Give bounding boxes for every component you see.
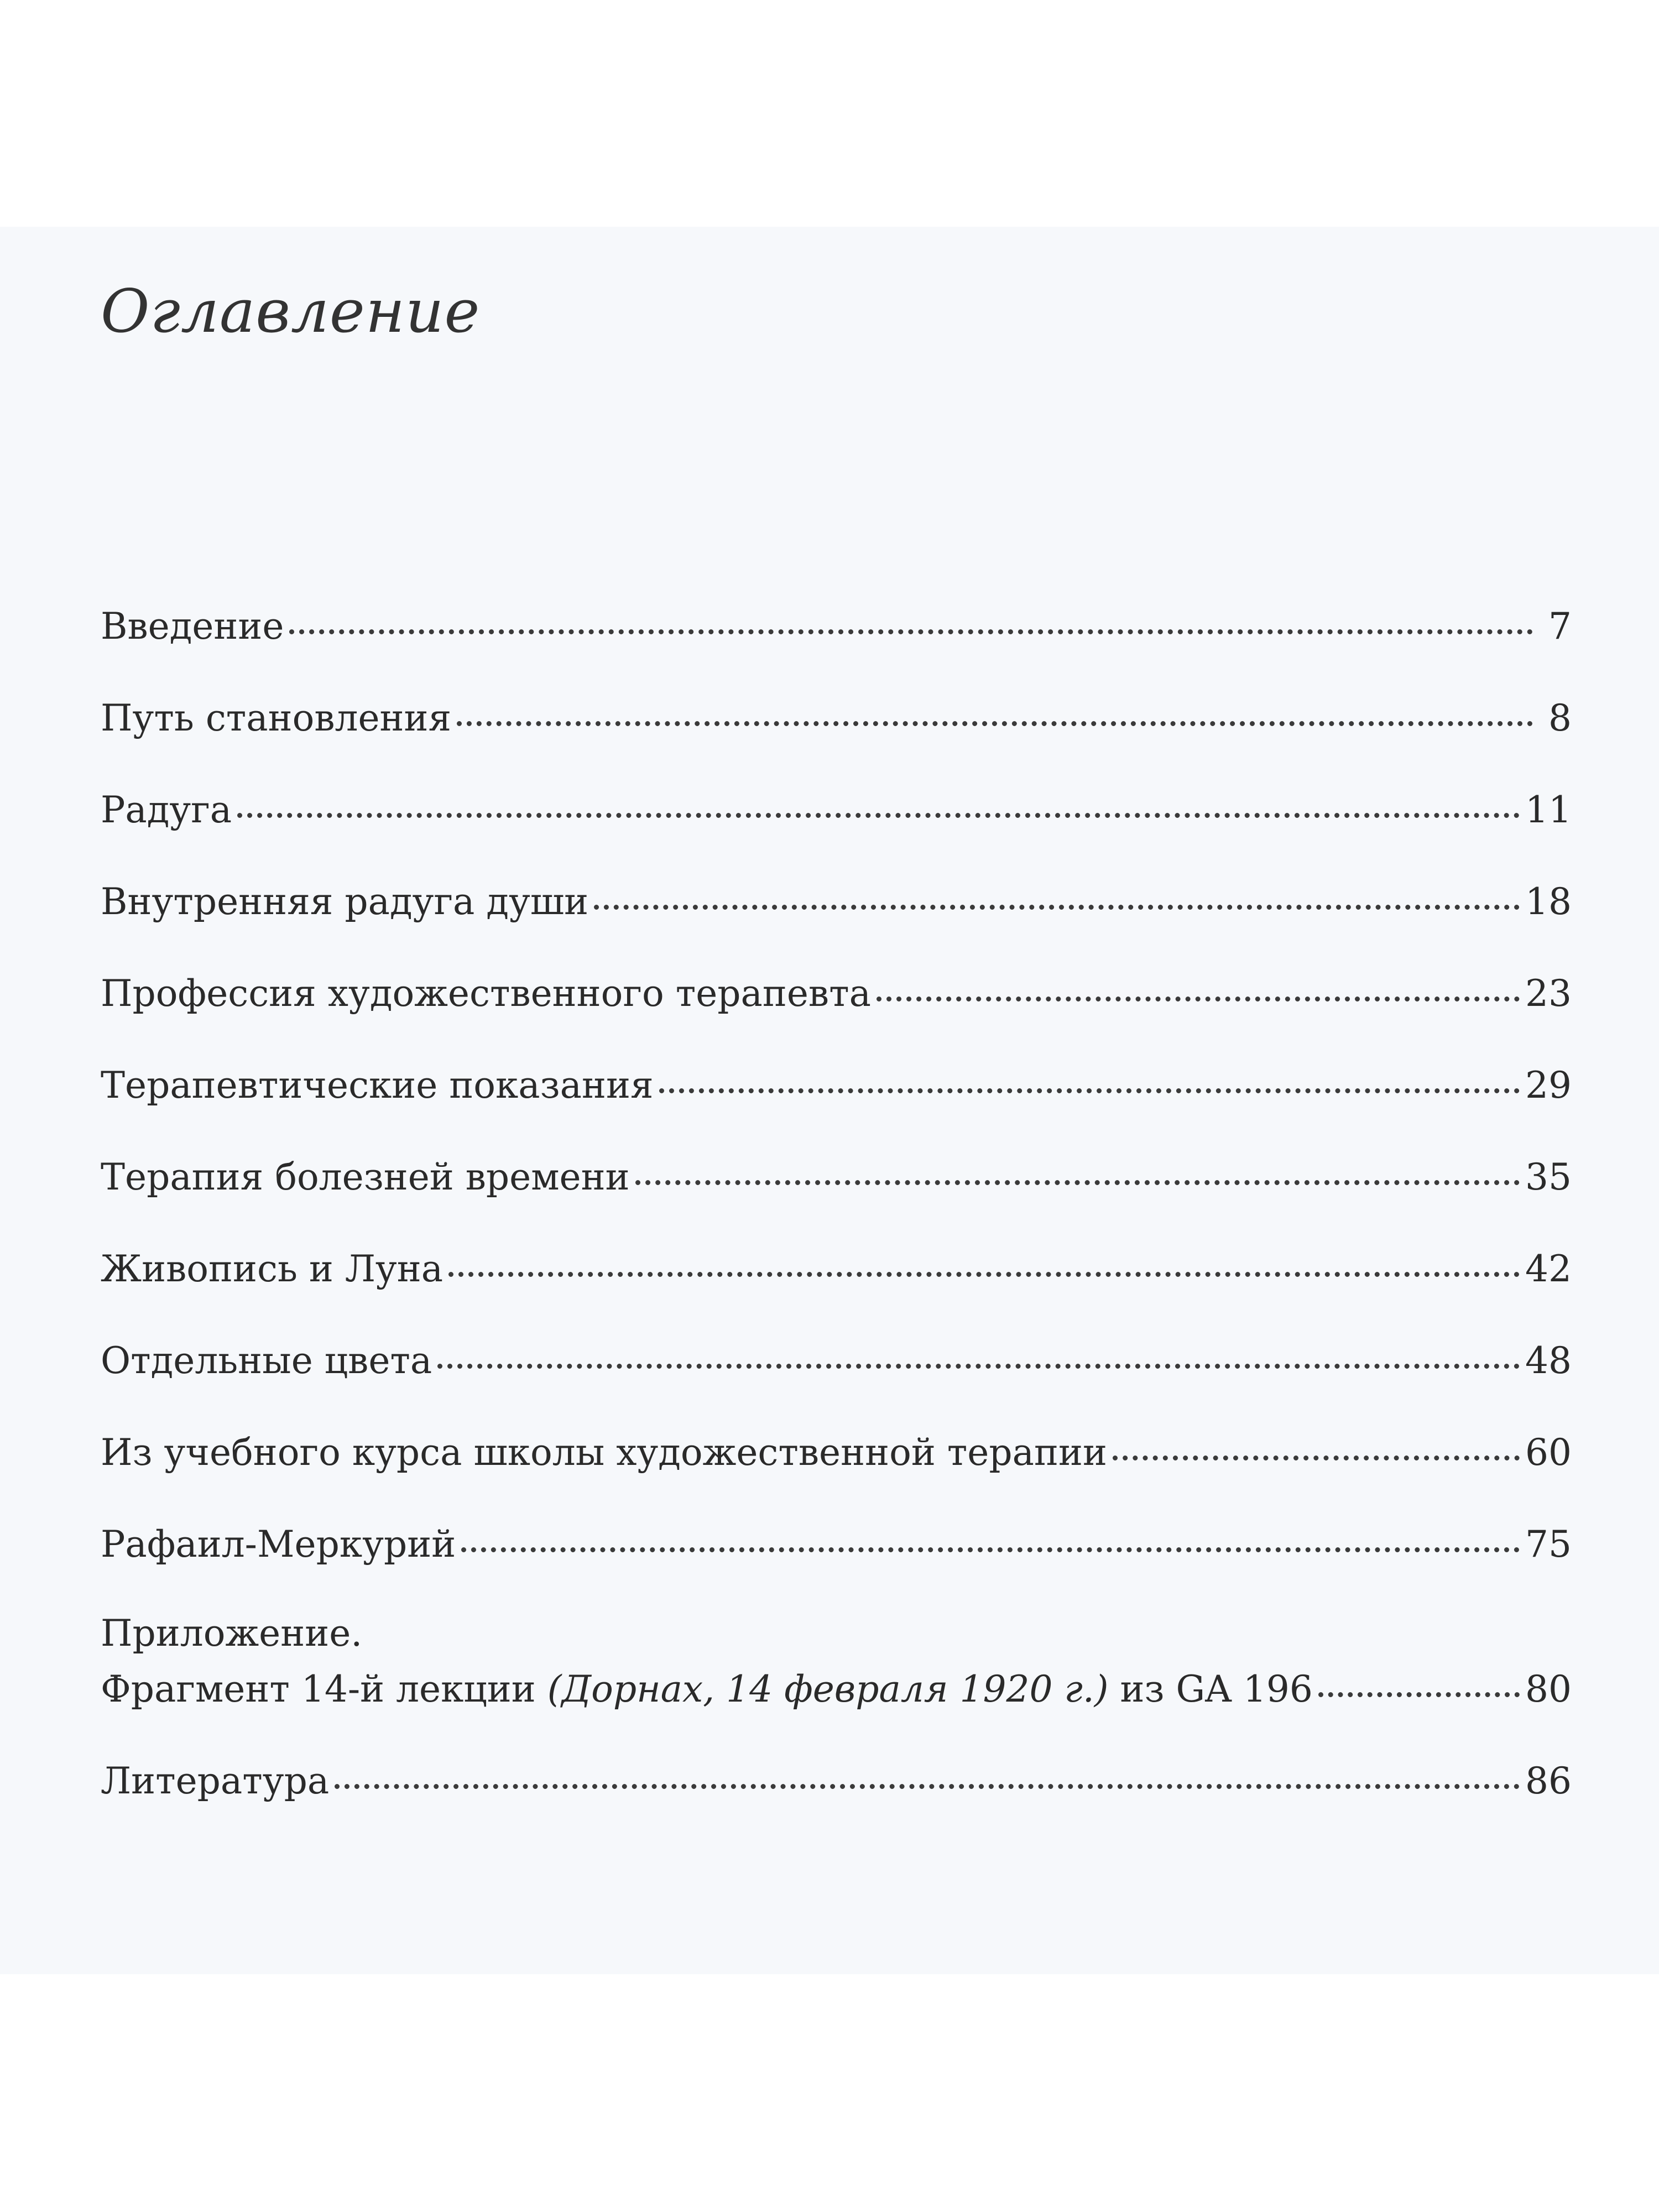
entry-page-number: 48 (1525, 1339, 1572, 1382)
appendix-label: Приложение. (101, 1612, 363, 1655)
toc-entry-literature[interactable] (101, 1752, 1572, 1805)
dot-leader (457, 685, 1533, 726)
appendix-title-line (101, 1660, 1572, 1713)
dot-leader (335, 1747, 1520, 1789)
entry-page-number: 60 (1525, 1431, 1572, 1474)
entry-page-number: 42 (1525, 1248, 1572, 1290)
appendix-title-start: Фрагмент 14-й лекции (101, 1668, 547, 1710)
entry-page-number: 11 (1525, 789, 1572, 831)
entry-page-number: 80 (1525, 1668, 1572, 1710)
entry-page-number: 35 (1525, 1156, 1572, 1198)
table-of-contents (101, 597, 1572, 1844)
entry-title: Радуга (101, 789, 232, 831)
entry-page-number: 7 (1548, 605, 1572, 648)
dot-leader (1318, 1656, 1520, 1697)
appendix-title-italic: (Дорнах, 14 февраля 1920 г.) (547, 1668, 1109, 1710)
entry-title: Литература (101, 1760, 330, 1802)
entry-title: Терапевтические показания (101, 1064, 654, 1107)
entry-page-number: 8 (1548, 697, 1572, 739)
entry-page-number: 23 (1525, 972, 1572, 1015)
dot-leader (437, 1327, 1520, 1369)
toc-entry-inner-rainbow[interactable] (101, 873, 1572, 926)
dot-leader (659, 1052, 1520, 1093)
toc-entry-colors[interactable] (101, 1332, 1572, 1385)
appendix-title (101, 1663, 1313, 1716)
toc-entry-rainbow[interactable] (101, 781, 1572, 834)
appendix-label-line (101, 1607, 1572, 1660)
entry-title: Путь становления (101, 697, 452, 739)
dot-leader (594, 868, 1520, 910)
dot-leader (635, 1144, 1520, 1185)
toc-entry-diseases[interactable] (101, 1148, 1572, 1201)
entry-title: Введение (101, 605, 284, 648)
page-title: Оглавление (101, 277, 481, 346)
entry-title: Из учебного курса школы художественной терапии (101, 1431, 1107, 1474)
entry-title: Профессия художественного терапевта (101, 972, 871, 1015)
entry-title: Рафаил-Меркурий (101, 1523, 456, 1566)
toc-entry-painting-moon[interactable] (101, 1240, 1572, 1293)
toc-entry-path[interactable] (101, 689, 1572, 742)
dot-leader (448, 1235, 1520, 1277)
toc-entry-course[interactable] (101, 1423, 1572, 1477)
dot-leader (289, 593, 1533, 634)
entry-title: Живопись и Луна (101, 1248, 444, 1290)
toc-entry-indications[interactable] (101, 1056, 1572, 1109)
toc-entry-appendix[interactable] (101, 1607, 1572, 1713)
entry-title: Отдельные цвета (101, 1339, 432, 1382)
toc-entry-introduction[interactable] (101, 597, 1572, 650)
entry-title: Внутренняя радуга души (101, 880, 589, 923)
entry-page-number: 75 (1525, 1523, 1572, 1566)
toc-entry-profession[interactable] (101, 964, 1572, 1018)
dot-leader (877, 960, 1520, 1001)
entry-page-number: 18 (1525, 880, 1572, 923)
dot-leader (237, 776, 1520, 818)
entry-title: Терапия болезней времени (101, 1156, 630, 1198)
entry-page-number: 86 (1525, 1760, 1572, 1802)
dot-leader (461, 1511, 1520, 1552)
dot-leader (1113, 1419, 1520, 1460)
toc-entry-raphael[interactable] (101, 1515, 1572, 1568)
appendix-title-end: из GA 196 (1108, 1668, 1313, 1710)
entry-page-number: 29 (1525, 1064, 1572, 1107)
